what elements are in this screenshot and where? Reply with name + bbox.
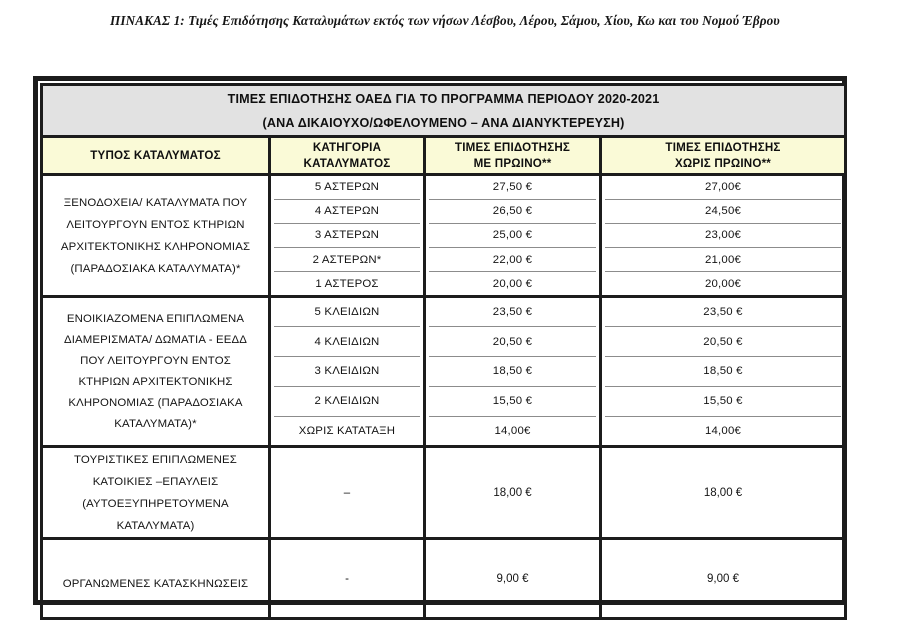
table-row <box>274 272 420 295</box>
group-label-line: ΔΙΑΜΕΡΙΣΜΑΤΑ/ ΔΩΜΑΤΙΑ - ΕΕΔΔ <box>63 333 248 346</box>
cell-category: 4 ΑΣΤΕΡΩΝ <box>274 199 420 223</box>
table-row <box>274 386 420 416</box>
group-label-hotels <box>42 175 270 297</box>
table-row <box>274 357 420 387</box>
cell-price-without-breakfast: 15,50 € <box>605 386 841 416</box>
cell-price-with-breakfast: 27,50 € <box>429 176 596 199</box>
cell-price-with-breakfast: 22,00 € <box>429 248 596 272</box>
table-banner <box>42 85 846 137</box>
table-row <box>429 298 596 327</box>
cell-price-without-breakfast: 27,00€ <box>605 176 841 199</box>
table-row <box>605 298 841 327</box>
inner-grid <box>429 176 596 295</box>
column-header-price-with-breakfast <box>425 137 601 175</box>
column-header-price-without-breakfast-line1: ΤΙΜΕΣ ΕΠΙΔΟΤΗΣΗΣ <box>665 141 781 154</box>
cell-category: 2 ΑΣΤΕΡΩΝ* <box>274 248 420 272</box>
group-prices-without-breakfast-hotels <box>601 175 846 297</box>
table-row <box>605 416 841 445</box>
group-label-line: ΚΑΤΟΙΚΙΕΣ –ΕΠΑΥΛΕΙΣ <box>92 475 219 488</box>
column-header-accommodation-type-line1: ΤΥΠΟΣ ΚΑΤΑΛΥΜΑΤΟΣ <box>90 148 221 162</box>
table-row <box>429 327 596 357</box>
inner-grid <box>605 176 841 295</box>
group-label-line: ΚΛΗΡΟΝΟΜΙΑΣ (ΠΑΡΑΔΟΣΙΑΚΑ <box>68 396 243 409</box>
cell-category: 4 ΚΛΕΙΔΙΩΝ <box>274 327 420 357</box>
cell-price-without-breakfast: 9,00 € <box>601 539 846 619</box>
group-categories-hotels <box>270 175 425 297</box>
cell-category: 5 ΑΣΤΕΡΩΝ <box>274 176 420 199</box>
group-label-line: ΕΝΟΙΚΙΑΖΟΜΕΝΑ ΕΠΙΠΛΩΜΕΝΑ <box>66 312 245 325</box>
table-row <box>605 357 841 387</box>
table-row <box>274 327 420 357</box>
column-header-accommodation-category-line2: ΚΑΤΑΛΥΜΑΤΟΣ <box>303 156 391 170</box>
table-row <box>605 272 841 295</box>
cell-category: – <box>270 447 425 539</box>
table-group-row <box>42 297 846 447</box>
group-label-line: ΑΡΧΙΤΕΚΤΟΝΙΚΗΣ ΚΛΗΡΟΝΟΜΙΑΣ <box>60 240 251 253</box>
cell-price-with-breakfast: 20,00 € <box>492 277 533 290</box>
column-header-accommodation-type <box>42 137 270 175</box>
cell-price-with-breakfast: 9,00 € <box>425 539 601 619</box>
cell-category: ΧΩΡΙΣ ΚΑΤΑΤΑΞΗ <box>298 424 396 437</box>
table-row <box>429 176 596 199</box>
cell-price-without-breakfast: 20,50 € <box>605 327 841 357</box>
group-label-line: ΚΑΤΑΛΥΜΑΤΑ)* <box>114 417 197 430</box>
cell-price-without-breakfast: 20,00€ <box>704 277 742 290</box>
table-caption <box>110 8 810 33</box>
cell-price-with-breakfast: 23,50 € <box>429 298 596 327</box>
group-prices-with-breakfast-hotels <box>425 175 601 297</box>
column-header-accommodation-category <box>270 137 425 175</box>
group-label-line: ΛΕΙΤΟΥΡΓΟΥΝ ΕΝΤΟΣ ΚΤΗΡΙΩΝ <box>66 218 245 231</box>
table-group-row <box>42 175 846 297</box>
cell-price-with-breakfast: 20,50 € <box>429 327 596 357</box>
group-label-line: (ΑΥΤΟΕΞΥΠΗΡΕΤΟΥΜΕΝΑ <box>82 497 229 510</box>
group-label-line: ΠΟΥ ΛΕΙΤΟΥΡΓΟΥΝ ΕΝΤΟΣ <box>80 354 231 367</box>
inner-grid <box>274 176 420 295</box>
group-label-furnished-apartments <box>42 297 270 447</box>
group-label-line: ΤΟΥΡΙΣΤΙΚΕΣ ΕΠΙΠΛΩΜΕΝΕΣ <box>74 453 237 466</box>
group-label-line: ΚΑΤΑΛΥΜΑΤΑ) <box>116 519 195 532</box>
table-row <box>429 223 596 247</box>
cell-category: 1 ΑΣΤΕΡΟΣ <box>315 277 379 290</box>
table-row <box>274 223 420 247</box>
table-row <box>274 199 420 223</box>
table-banner-row <box>42 85 846 137</box>
table-row <box>605 327 841 357</box>
group-label-line: ΚΤΗΡΙΩΝ ΑΡΧΙΤΕΚΤΟΝΙΚΗΣ <box>78 375 233 388</box>
table-grid <box>40 83 847 620</box>
cell-price-without-breakfast: 18,00 € <box>601 447 846 539</box>
group-label-organized-camps <box>42 539 270 619</box>
group-label-tourist-villas <box>42 447 270 539</box>
table-group-row <box>42 539 846 619</box>
cell-category: 3 ΑΣΤΕΡΩΝ <box>274 223 420 247</box>
table-row <box>605 176 841 199</box>
cell-category: - <box>270 539 425 619</box>
cell-price-without-breakfast: 21,00€ <box>605 248 841 272</box>
inner-grid <box>605 298 841 445</box>
table-row <box>605 386 841 416</box>
cell-price-with-breakfast: 14,00€ <box>494 424 531 437</box>
banner-line-1: ΤΙΜΕΣ ΕΠΙΔΟΤΗΣΗΣ ΟΑΕΔ ΓΙΑ ΤΟ ΠΡΟΓΡΑΜΜΑ ΠΕΡΙΟΔΟΥ 2020-2021 <box>227 91 660 106</box>
group-prices-without-breakfast-furnished-apartments <box>601 297 846 447</box>
cell-category: 2 ΚΛΕΙΔΙΩΝ <box>274 386 420 416</box>
cell-price-with-breakfast: 18,50 € <box>429 357 596 387</box>
column-header-accommodation-category-line1: ΚΑΤΗΓΟΡΙΑ <box>312 141 382 154</box>
cell-price-with-breakfast: 26,50 € <box>429 199 596 223</box>
group-categories-furnished-apartments <box>270 297 425 447</box>
banner-line-2: (ΑΝΑ ΔΙΚΑΙΟΥΧΟ/ΩΦΕΛΟΥΜΕΝΟ – ΑΝΑ ΔΙΑΝΥΚΤΕΡΕΥΣΗ) <box>262 115 625 130</box>
table-row <box>274 248 420 272</box>
column-header-price-without-breakfast-line2: ΧΩΡΙΣ ΠΡΩΙΝΟ** <box>675 156 771 170</box>
group-prices-with-breakfast-furnished-apartments <box>425 297 601 447</box>
table-row <box>429 386 596 416</box>
caption-line-1: ΠΙΝΑΚΑΣ 1: Τιμές Επιδότησης Καταλυμάτων εκτός των νήσων Λέσβου, Λέρου, Σάμου, Χίου, Κω <box>110 13 655 28</box>
cell-category: 5 ΚΛΕΙΔΙΩΝ <box>274 298 420 327</box>
cell-price-with-breakfast: 15,50 € <box>429 386 596 416</box>
table-row <box>429 199 596 223</box>
cell-price-without-breakfast: 18,50 € <box>605 357 841 387</box>
column-header-price-without-breakfast <box>601 137 846 175</box>
table-row <box>605 199 841 223</box>
table-row <box>274 298 420 327</box>
inner-grid <box>274 298 420 445</box>
cell-price-without-breakfast: 23,50 € <box>605 298 841 327</box>
group-label-line: (ΠΑΡΑΔΟΣΙΑΚΑ ΚΑΤΑΛΥΜΑΤΑ)* <box>70 262 241 275</box>
cell-price-without-breakfast: 23,00€ <box>605 223 841 247</box>
table-group-row <box>42 447 846 539</box>
cell-price-without-breakfast: 24,50€ <box>605 199 841 223</box>
table-row <box>605 248 841 272</box>
table-header-row <box>42 137 846 175</box>
table-row <box>605 223 841 247</box>
group-label-line: ΞΕΝΟΔΟΧΕΙΑ/ ΚΑΤΑΛΥΜΑΤΑ ΠΟΥ <box>63 196 248 209</box>
table-row <box>274 176 420 199</box>
table-row <box>429 248 596 272</box>
table-row <box>429 416 596 445</box>
table-row <box>429 272 596 295</box>
cell-price-with-breakfast: 25,00 € <box>429 223 596 247</box>
cell-category: 3 ΚΛΕΙΔΙΩΝ <box>274 357 420 387</box>
subsidy-price-table <box>33 76 847 605</box>
inner-grid <box>429 298 596 445</box>
table-row <box>429 357 596 387</box>
table-row <box>274 416 420 445</box>
column-header-price-with-breakfast-line2: ΜΕ ΠΡΩΙΝΟ** <box>473 156 552 170</box>
cell-price-without-breakfast: 14,00€ <box>704 424 742 437</box>
group-label-line: ΟΡΓΑΝΩΜΕΝΕΣ ΚΑΤΑΣΚΗΝΩΣΕΙΣ <box>62 578 249 590</box>
cell-price-with-breakfast: 18,00 € <box>425 447 601 539</box>
column-header-price-with-breakfast-line1: ΤΙΜΕΣ ΕΠΙΔΟΤΗΣΗΣ <box>454 141 571 154</box>
caption-line-2: και του Νομού Έβρου <box>658 13 780 28</box>
